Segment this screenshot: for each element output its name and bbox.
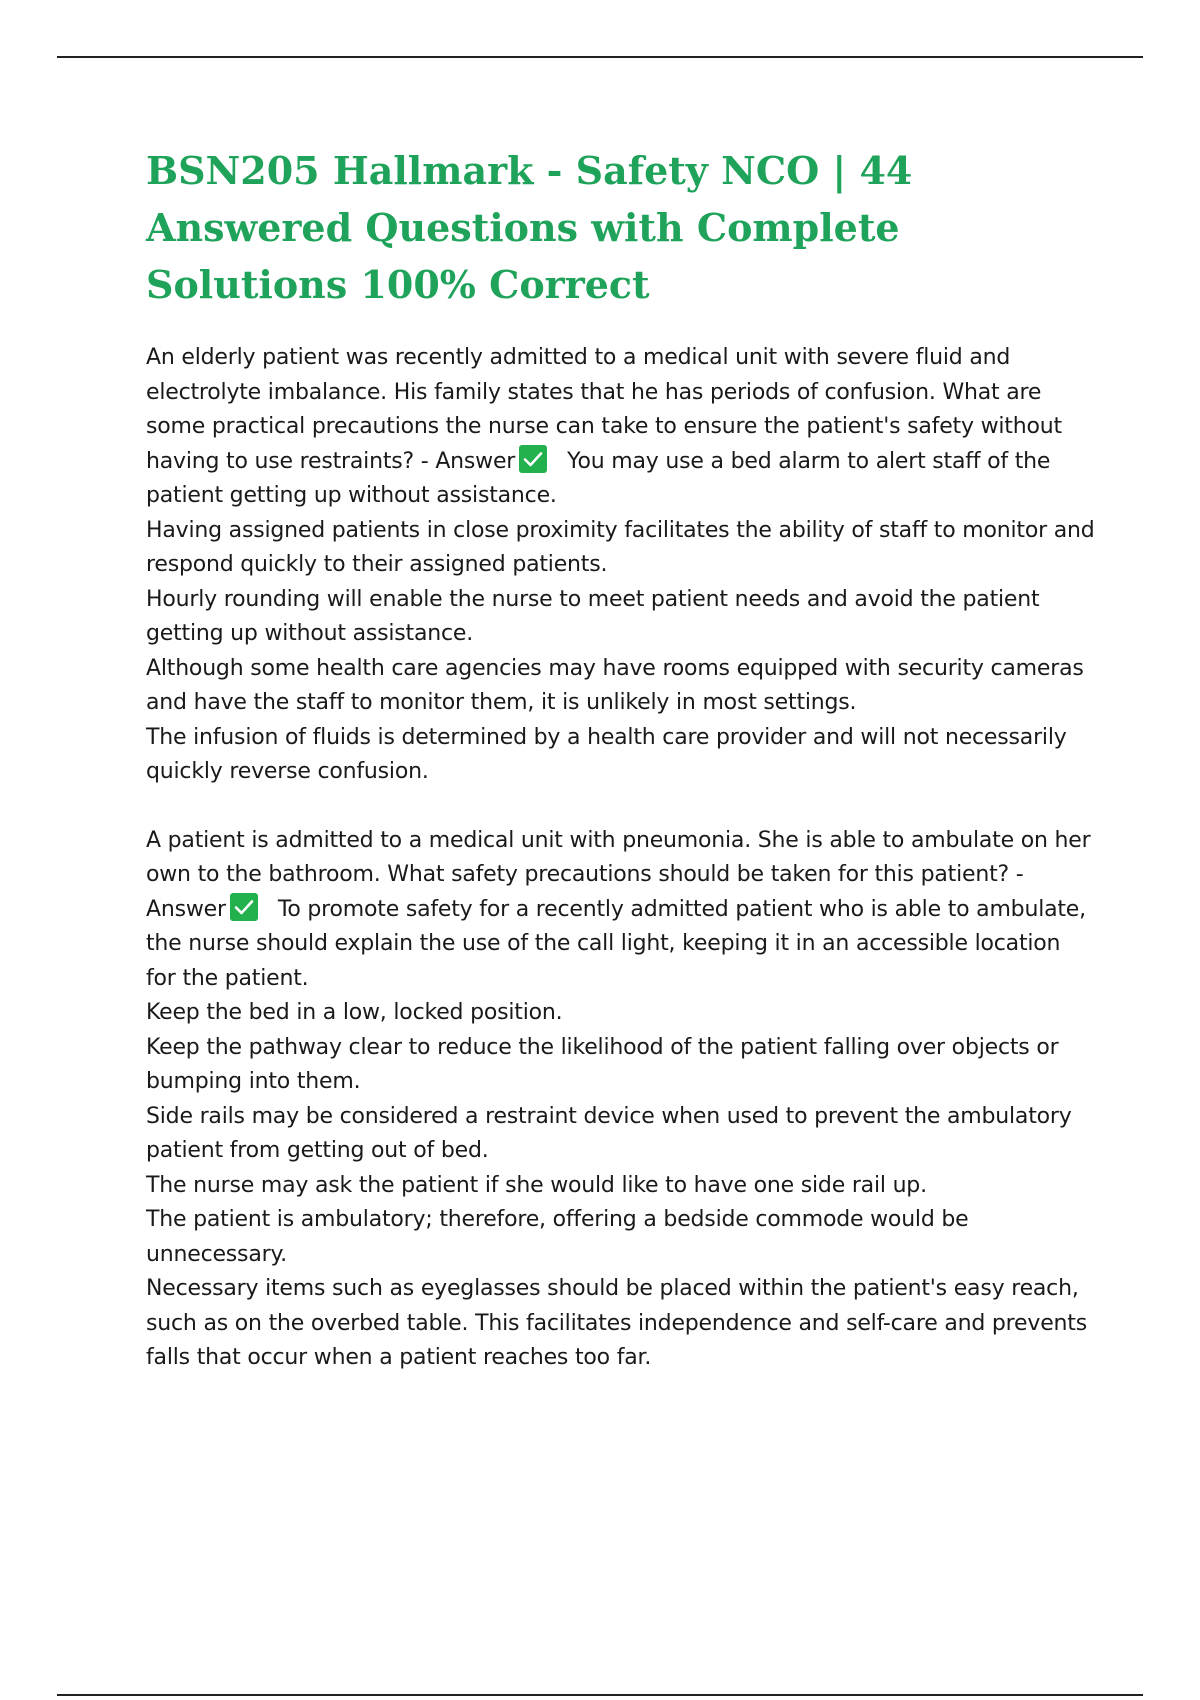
explanation-line: Keep the bed in a low, locked position.: [146, 1000, 563, 1025]
explanation-line: Side rails may be considered a restraint device when used to prevent the ambulatory patient from getting out of bed.: [146, 1103, 1072, 1163]
question-text: A patient is admitted to a medical unit with pneumonia. She is able to ambulate on her own to the bathroom. What safety precautions should be taken for this patient? - Answer: [146, 827, 1091, 922]
question-list: [146, 341, 1096, 1410]
check-box-icon: [519, 445, 547, 473]
answer-text: To promote safety for a recently admitted patient who is able to ambulate, the nurse should explain the use of the call light, keeping it in an accessible location for the patient.: [146, 896, 1086, 991]
question-and-answer: [146, 341, 1096, 514]
explanation-line: Although some health care agencies may have rooms equipped with security cameras and have the staff to monitor them, it is unlikely in most settings.: [146, 655, 1084, 715]
question-block: [146, 824, 1096, 1376]
header-divider: [57, 56, 1143, 58]
question-text: An elderly patient was recently admitted to a medical unit with severe fluid and electrolyte imbalance. His family states that he has periods of confusion. What are some practical precautions the nurse can take to ensure the patient's safety without having to use restraints? - Answer: [146, 345, 1062, 474]
explanation-line: Having assigned patients in close proximity facilitates the ability of staff to monitor and respond quickly to their assigned patients.: [146, 517, 1095, 577]
question-and-answer: [146, 824, 1096, 997]
check-box-icon: [230, 893, 258, 921]
question-block: [146, 341, 1096, 790]
page-title: BSN205 Hallmark - Safety NCO | 44 Answered Questions with Complete Solutions 100% Correct: [146, 148, 913, 307]
explanation-line: Keep the pathway clear to reduce the likelihood of the patient falling over objects or bumping into them.: [146, 1034, 1059, 1094]
footer-divider: [57, 1694, 1143, 1696]
answer-text: You may use a bed alarm to alert staff of the patient getting up without assistance.: [146, 448, 1051, 508]
explanation-line: The nurse may ask the patient if she would like to have one side rail up.: [146, 1172, 927, 1198]
explanation-line: Hourly rounding will enable the nurse to meet patient needs and avoid the patient getting up without assistance.: [146, 586, 1040, 646]
explanation-line: The patient is ambulatory; therefore, offering a bedside commode would be unnecessary.: [146, 1207, 969, 1267]
explanation-line: The infusion of fluids is determined by a health care provider and will not necessarily quickly reverse confusion.: [146, 724, 1067, 784]
explanation-line: Necessary items such as eyeglasses should be placed within the patient's easy reach, such as on the overbed table. This facilitates independence and self-care and prevents falls that occur when a patient reaches too far.: [146, 1276, 1087, 1370]
